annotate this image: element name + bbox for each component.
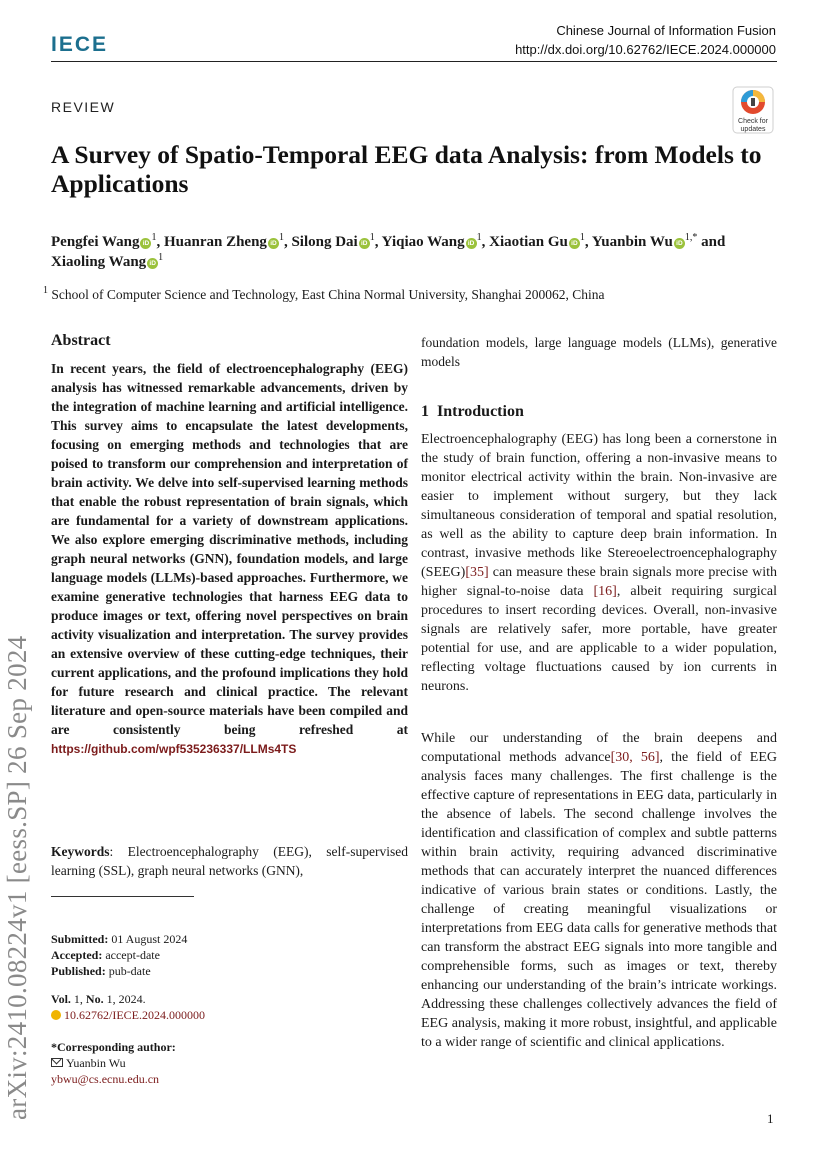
intro-paragraph-2 xyxy=(421,729,777,1052)
author-name: Pengfei Wang xyxy=(51,234,140,250)
affiliation-sup: 1 xyxy=(476,232,482,243)
affiliation-sup: 1,* xyxy=(684,232,698,243)
paragraph-text: can measure these brain signals more precise with higher signal-to-noise data xyxy=(421,565,777,599)
envelope-icon xyxy=(51,1058,63,1067)
section-number: 1 xyxy=(421,403,429,420)
arxiv-identifier-stamp: arXiv:2410.08224v1 [eess.SP] 26 Sep 2024 xyxy=(2,635,32,1120)
section-heading-introduction xyxy=(421,403,524,421)
accepted-date: accept-date xyxy=(105,948,160,962)
volume-info: Vol. 1, No. 1, 2024. 10.62762/IECE.2024.000000 xyxy=(51,992,205,1022)
vol-value: 1 xyxy=(73,992,80,1006)
paragraph-text: , the field of EEG analysis faces many challenges. The first challenge is the effective capture of representations in EEG data, particularly in the absence of labels. The second challenge involves the identification and classification of complex and subtle patterns within brain activity, requiring advanced discriminative methods that can accurately interpret the nuanced differences indicative of various brain states or conditions. Lastly, the challenge of creating meaningful visualizations or interpretations from EEG data calls for generative methods that can transform the abstract EEG signals into more tangible and comprehensible forms, such as images or text, thereby enhancing our understanding of the brain’s intricate workings. Addressing these challenges collectively advances the field of EEG analysis, making it more robust, insightful, and applicable to a wider range of scientific and clinical applications. xyxy=(421,750,778,1050)
author-name: Yuanbin Wu xyxy=(591,234,673,250)
doi-url-link[interactable]: http://dx.doi.org/10.62762/IECE.2024.000000 xyxy=(515,42,776,57)
paragraph-text: While our understanding of the brain deepens and computational methods advance xyxy=(421,731,777,765)
doi-link[interactable]: 10.62762/IECE.2024.000000 xyxy=(64,1008,205,1022)
keywords-text: : Electroencephalography (EEG), self-supervised learning (SSL), graph neural networks (GNN), xyxy=(51,844,408,878)
citation-link[interactable]: [16] xyxy=(593,584,617,599)
author-name: Xiaotian Gu xyxy=(489,234,568,250)
author-conjunction: and xyxy=(701,234,726,250)
author-name: Xiaoling Wang xyxy=(51,254,147,270)
published-label: Published: xyxy=(51,964,106,978)
intro-paragraph-1 xyxy=(421,430,777,696)
abstract-heading: Abstract xyxy=(51,332,111,349)
affiliation-sup: 1 xyxy=(151,232,157,243)
keywords xyxy=(51,842,408,880)
affiliation-sup: 1 xyxy=(43,285,48,296)
submitted-label: Submitted: xyxy=(51,932,109,946)
submitted-date: 01 August 2024 xyxy=(111,932,188,946)
paragraph-text: Electroencephalography (EEG) has long been a cornerstone in the study of brain function, offering a non-invasive means to monitor electrical activity within the brain. Non-invasive are easier to implement without surgery, but they lack simultaneous consideration of temporal and spatial resolution, as well as the ability to capture deep brain information. In contrast, invasive methods like Stereoelectroencephalography (SEEG) xyxy=(421,432,777,580)
github-link[interactable]: https://github.com/wpf535236337/LLMs4TS xyxy=(51,742,297,756)
doi-icon xyxy=(51,1010,61,1020)
affiliation-sup: 1 xyxy=(579,232,585,243)
publication-dates xyxy=(51,931,187,979)
accepted-label: Accepted: xyxy=(51,948,103,962)
published-date: pub-date xyxy=(108,964,151,978)
orcid-icon[interactable]: iD xyxy=(147,258,158,269)
affiliation xyxy=(43,287,604,303)
author-list: Pengfei Wang $iD^1$, Huanran Zheng $iD^1$, Silong Dai $iD^1$, Yiqiao Wang $iD^1$, Xiaotian Gu $iD^1$, Yuanbin Wu $iD^{1,*}$ and Xiaoling Wang $iD^1$ xyxy=(51,232,726,270)
corresponding-name: Yuanbin Wu xyxy=(66,1056,126,1070)
citation-link[interactable]: [35] xyxy=(465,565,489,580)
corresponding-author xyxy=(51,1039,176,1087)
header-rule xyxy=(51,61,777,62)
corresponding-email-link[interactable]: ybwu@cs.ecnu.edu.cn xyxy=(51,1072,160,1086)
keywords-continued: foundation models, large language models (LLMs), generative models xyxy=(421,335,777,369)
orcid-icon[interactable]: iD xyxy=(466,238,477,249)
vol-label: Vol. xyxy=(51,992,71,1006)
affiliation-sup: 1 xyxy=(278,232,284,243)
article-type: REVIEW xyxy=(51,99,116,115)
page-number: 1 xyxy=(767,1111,774,1126)
author-name: Huanran Zheng xyxy=(163,234,267,250)
footnote-rule xyxy=(51,896,194,897)
keywords-label: Keywords xyxy=(51,844,110,859)
abstract-body xyxy=(51,359,408,759)
affiliation-text: School of Computer Science and Technology, East China Normal University, Shanghai 200062, China xyxy=(51,287,605,302)
affiliation-sup: 1 xyxy=(369,232,375,243)
corresponding-label: *Corresponding author: xyxy=(51,1040,176,1054)
section-title: Introduction xyxy=(437,403,524,420)
check-for-updates-label: Check for updates xyxy=(738,118,768,133)
orcid-icon[interactable]: iD xyxy=(268,238,279,249)
orcid-icon[interactable]: iD xyxy=(140,238,151,249)
no-value: 1, 2024. xyxy=(106,992,146,1006)
author-name: Yiqiao Wang xyxy=(381,234,465,250)
no-label: No. xyxy=(85,992,104,1006)
journal-name: Chinese Journal of Information Fusion xyxy=(556,23,776,38)
orcid-icon[interactable]: iD xyxy=(674,238,685,249)
citation-link[interactable]: [30, 56] xyxy=(610,750,660,765)
paragraph-text: , albeit requiring surgical procedures to insert recording devices. Overall, non-invasive signals are relatively safer, more portable, have greater potential for use, and are applicable to a wider population, reflecting voltage fluctuations caused by ion currents in neurons. xyxy=(421,584,778,694)
orcid-icon[interactable]: iD xyxy=(569,238,580,249)
author-name: Silong Dai xyxy=(291,234,358,250)
paper-title: A Survey of Spatio-Temporal EEG data Analysis: from Models to Applications xyxy=(51,140,762,198)
orcid-icon[interactable]: iD xyxy=(359,238,370,249)
affiliation-sup: 1 xyxy=(158,252,164,263)
journal-logo: IECE xyxy=(51,33,109,56)
abstract-text: In recent years, the field of electroencephalography (EEG) analysis has witnessed remarkable advancements, driven by the integration of machine learning and artificial intelligence. This survey aims to encapsulate the latest developments, focusing on emerging methods and technologies that are poised to transform our comprehension and interpretation of brain activity. We delve into self-supervised learning methods that enable the robust representation of brain signals, which are fundamental for a variety of downstream applications. We also explore emerging discriminative methods, including graph neural networks (GNN), foundation models, and large language models (LLMs)-based approaches. Furthermore, we examine generative technologies that harness EEG data to produce images or text, offering novel perspectives on brain activity visualization and interpretation. The survey provides an extensive overview of these cutting-edge techniques, their current applications, and the profound implications they hold for future research and clinical practice. The relevant literature and open-source materials have been compiled and are consistently being refreshed at xyxy=(51,361,408,737)
